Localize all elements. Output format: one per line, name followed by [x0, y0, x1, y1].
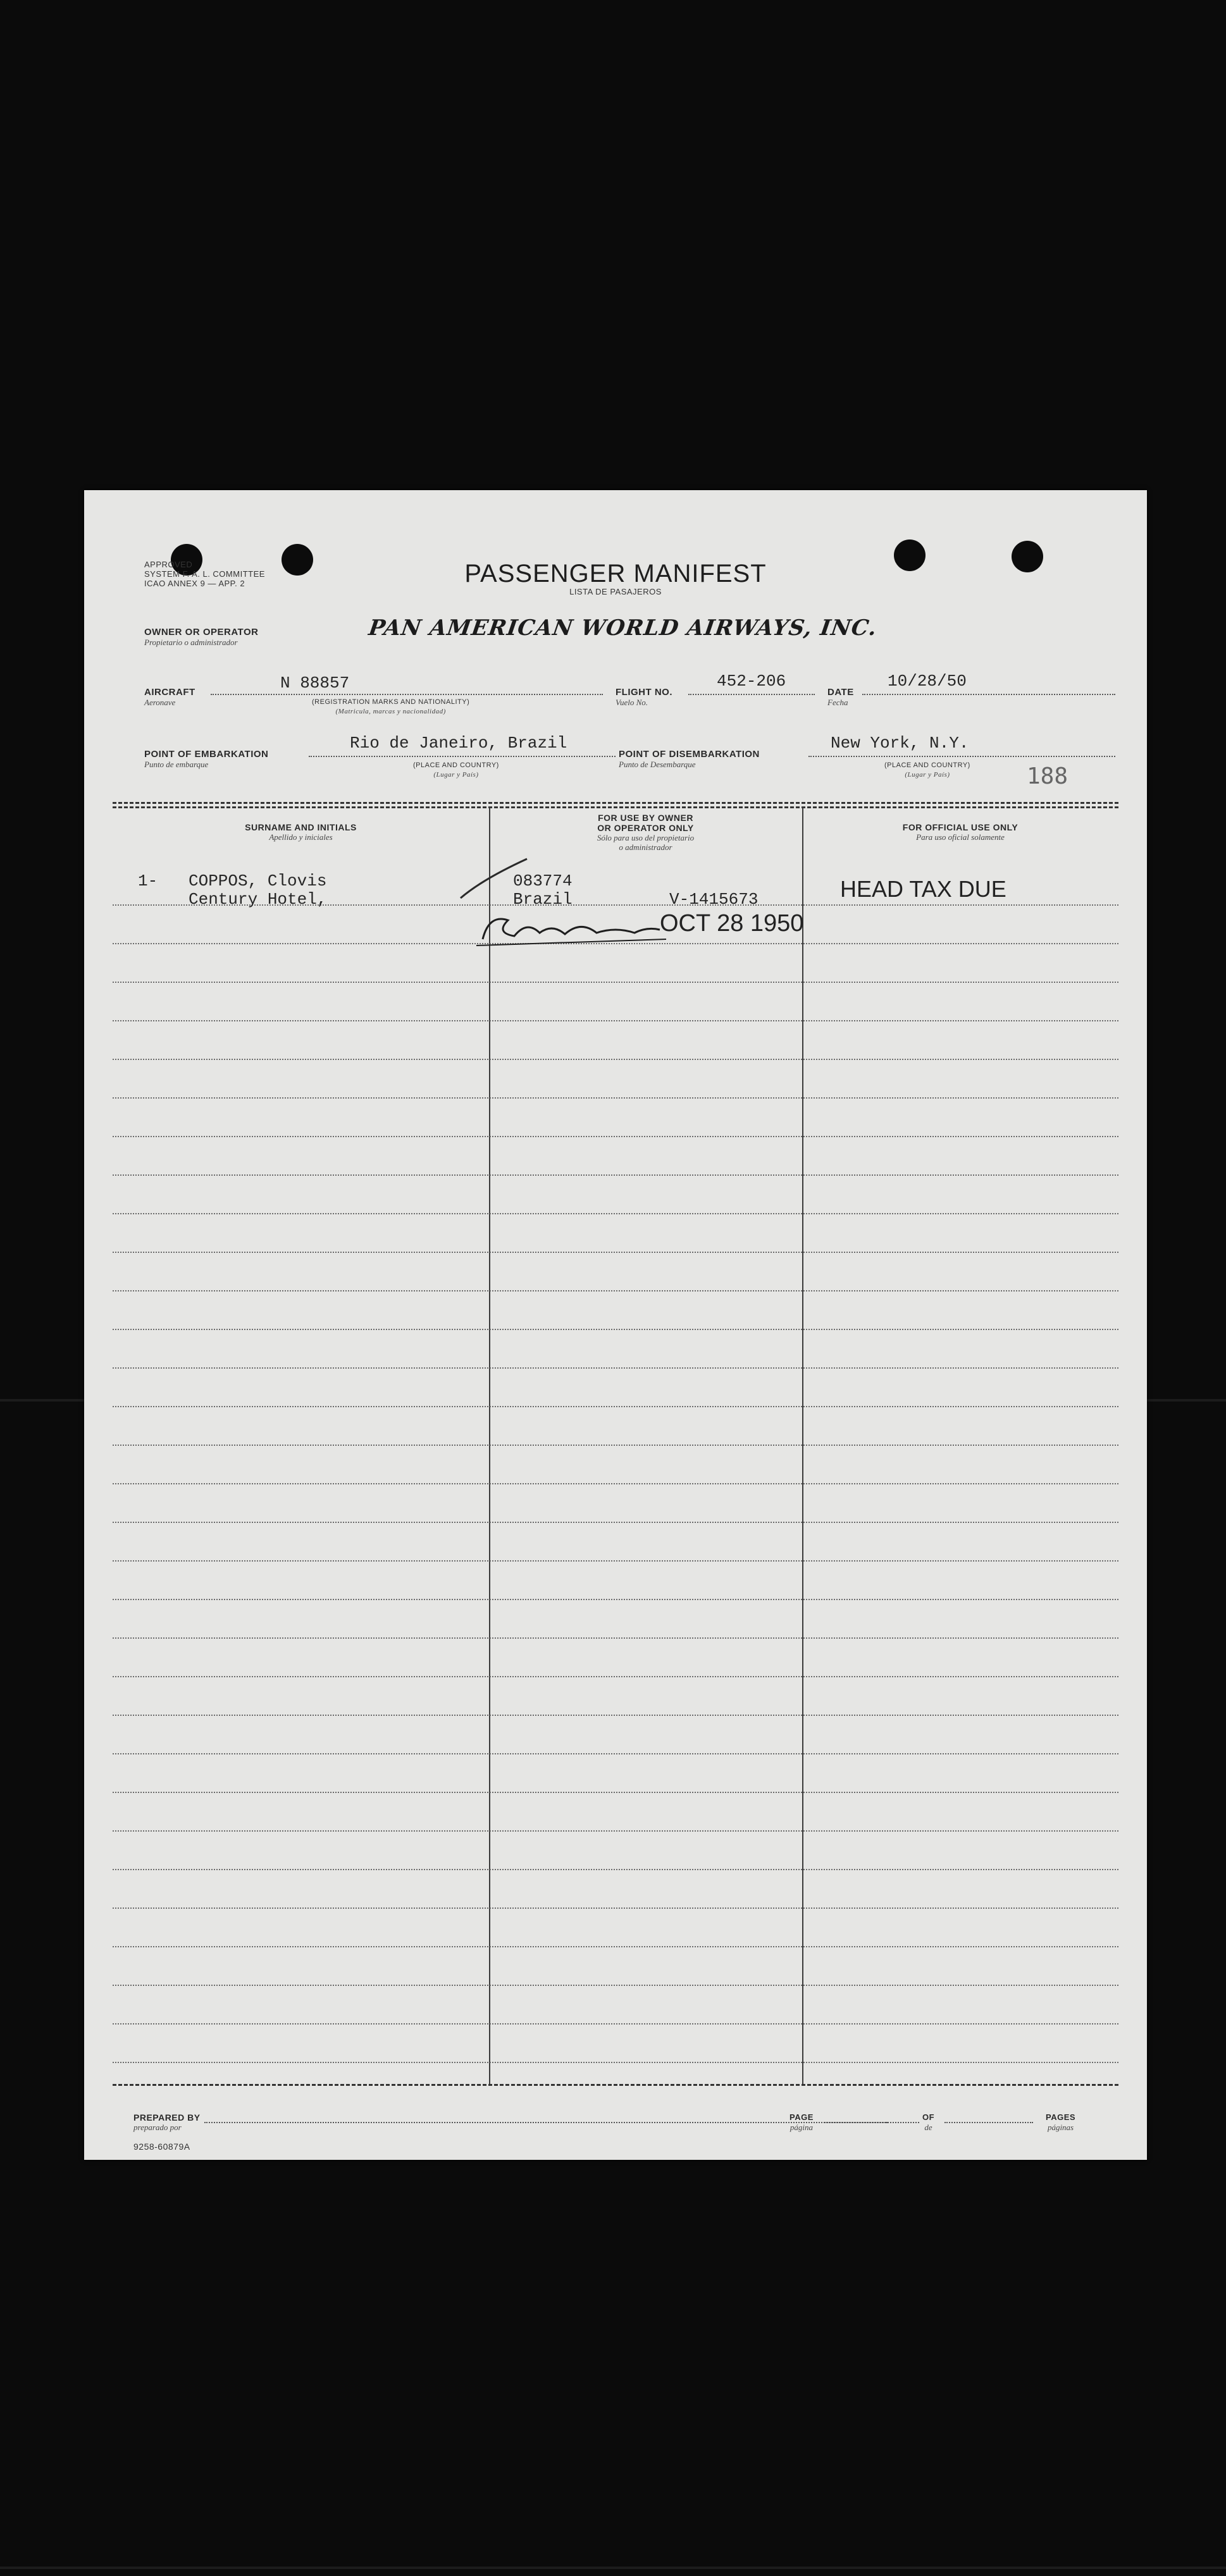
- prepared-by-label-es: preparado por: [133, 2123, 182, 2132]
- of-label-block: [922, 2112, 934, 2132]
- page-line: [824, 2122, 919, 2123]
- aircraft-label: AIRCRAFT: [144, 687, 195, 698]
- table-row-line: [113, 1830, 1118, 1832]
- date-label-block: [827, 687, 854, 707]
- aircraft-line: [211, 694, 603, 695]
- embark-label: POINT OF EMBARKATION: [144, 749, 269, 760]
- col-header-label: FOR OFFICIAL USE ONLY: [902, 822, 1019, 832]
- approval-line: APPROVED: [144, 560, 193, 569]
- manifest-document: [84, 490, 1147, 2160]
- table-row-line: [113, 1252, 1118, 1253]
- pages-label-block: [1046, 2112, 1075, 2132]
- aircraft-value: N 88857: [280, 674, 350, 693]
- place-note: (PLACE AND COUNTRY): [413, 761, 499, 769]
- registration-note: (REGISTRATION MARKS AND NATIONALITY): [312, 698, 470, 706]
- of-label: OF: [922, 2112, 935, 2122]
- entry-code: 083774: [513, 872, 573, 891]
- entry-visa: V-1415673: [669, 890, 759, 909]
- signature-icon: [470, 908, 672, 952]
- page-label: PAGE: [789, 2112, 814, 2122]
- approval-block: [144, 560, 309, 588]
- aircraft-label-es: Aeronave: [144, 698, 176, 707]
- date-label-es: Fecha: [827, 698, 848, 707]
- table-row-line: [113, 2062, 1118, 2063]
- col-header-label-es: Para uso oficial solamente: [916, 832, 1005, 842]
- airline-name: PAN AMERICAN WORLD AIRWAYS, INC.: [367, 615, 879, 641]
- table-row-line: [113, 1792, 1118, 1793]
- table-row-line: [113, 1329, 1118, 1330]
- punch-hole: [894, 539, 926, 571]
- title-block: [438, 560, 793, 596]
- of-line: [944, 2122, 1033, 2123]
- table-row-line: [113, 1676, 1118, 1677]
- col-header-surname: [113, 822, 489, 842]
- table-row-line: [113, 1290, 1118, 1291]
- film-edge-line: [0, 2567, 1226, 2569]
- table-row-line: [113, 1560, 1118, 1562]
- disembark-value: New York, N.Y.: [831, 734, 969, 753]
- place-note-es: (Lugar y País): [905, 771, 950, 779]
- table-row-line: [113, 1637, 1118, 1639]
- flight-line: [688, 694, 815, 695]
- disembark-place-note-block: [884, 761, 970, 780]
- handwritten-number: 188: [1027, 763, 1068, 789]
- page-label-es: página: [789, 2123, 813, 2132]
- col-header-label: FOR USE BY OWNER: [598, 813, 693, 823]
- head-tax-stamp: HEAD TAX DUE: [840, 876, 1006, 902]
- flight-label-block: [616, 687, 672, 707]
- date-stamp: OCT 28 1950: [660, 910, 804, 937]
- table-row-line: [113, 1599, 1118, 1600]
- table-top-border: [113, 802, 1118, 804]
- col-header-label-es: Apellido y iniciales: [269, 832, 333, 842]
- table-row-line: [113, 1985, 1118, 1986]
- table-row-line: [113, 1445, 1118, 1446]
- table-row-line: [113, 1869, 1118, 1870]
- col-header-label-es: Sólo para uso del propietario: [597, 833, 695, 842]
- entry-number: 1-: [138, 872, 158, 891]
- place-note-es: (Lugar y País): [433, 771, 479, 779]
- entry-name: COPPOS, Clovis: [189, 872, 327, 891]
- punch-hole: [1012, 541, 1043, 572]
- entry-nationality: Brazil: [513, 890, 573, 909]
- aircraft-label-block: [144, 687, 195, 707]
- approval-line: SYSTEM F. A. L. COMMITTEE: [144, 569, 265, 579]
- disembark-label-block: [619, 749, 760, 769]
- page-title: PASSENGER MANIFEST: [464, 560, 767, 588]
- table-row-line: [113, 1136, 1118, 1137]
- table-top-border: [113, 806, 1118, 808]
- table-row-line: [113, 1059, 1118, 1060]
- table-row-line: [113, 982, 1118, 983]
- table-bottom-border: [113, 2084, 1118, 2086]
- disembark-line: [808, 756, 1115, 757]
- check-mark-icon: [457, 854, 533, 904]
- embark-label-block: [144, 749, 268, 769]
- embark-place-note-block: [413, 761, 499, 780]
- page-subtitle: LISTA DE PASAJEROS: [569, 587, 662, 596]
- table-row-line: [113, 1946, 1118, 1947]
- table-row-line: [113, 1715, 1118, 1716]
- disembark-label: POINT OF DISEMBARKATION: [619, 749, 760, 760]
- embark-label-es: Punto de embarque: [144, 760, 209, 769]
- col-header-operator: [489, 813, 802, 852]
- page-label-block: [789, 2112, 814, 2132]
- of-label-es: de: [924, 2123, 932, 2132]
- approval-line: ICAO ANNEX 9 — APP. 2: [144, 579, 245, 588]
- embark-line: [309, 756, 616, 757]
- table-row-line: [113, 1020, 1118, 1021]
- col-header-label: OR OPERATOR ONLY: [597, 823, 694, 833]
- flight-value: 452-206: [717, 672, 786, 691]
- col-header-official: [802, 822, 1118, 842]
- prepared-by-block: [133, 2112, 201, 2132]
- table-row-line: [113, 1522, 1118, 1523]
- embark-value: Rio de Janeiro, Brazil: [350, 734, 567, 753]
- date-value: 10/28/50: [888, 672, 967, 691]
- prepared-by-label: PREPARED BY: [133, 2112, 201, 2123]
- form-number: 9258-60879A: [133, 2142, 190, 2152]
- prepared-by-line: [204, 2122, 888, 2123]
- date-label: DATE: [827, 687, 854, 698]
- disembark-label-es: Punto de Desembarque: [619, 760, 696, 769]
- registration-note-es: (Matricula, marcas y nacionalidad): [335, 708, 446, 715]
- table-row-line: [113, 1097, 1118, 1099]
- owner-label-es: Propietario o administrador: [144, 638, 238, 647]
- pages-label: PAGES: [1046, 2112, 1076, 2122]
- table-row-line: [113, 1367, 1118, 1369]
- col-header-label-es: o administrador: [619, 842, 672, 852]
- entry-address: Century Hotel,: [189, 890, 327, 909]
- pages-label-es: páginas: [1047, 2123, 1074, 2132]
- table-row-line: [113, 1174, 1118, 1176]
- registration-note-block: [312, 698, 469, 717]
- col-header-label: SURNAME AND INITIALS: [245, 822, 357, 832]
- flight-label: FLIGHT NO.: [616, 687, 672, 698]
- table-row-line: [113, 1753, 1118, 1754]
- flight-label-es: Vuelo No.: [616, 698, 648, 707]
- table-row-line: [113, 2023, 1118, 2024]
- place-note: (PLACE AND COUNTRY): [884, 761, 970, 769]
- owner-label-block: [144, 627, 258, 647]
- table-row-line: [113, 1406, 1118, 1407]
- table-row-line: [113, 1483, 1118, 1484]
- table-row-line: [113, 1213, 1118, 1214]
- owner-label: OWNER OR OPERATOR: [144, 627, 259, 638]
- table-row-line: [113, 1907, 1118, 1909]
- date-line: [862, 694, 1115, 695]
